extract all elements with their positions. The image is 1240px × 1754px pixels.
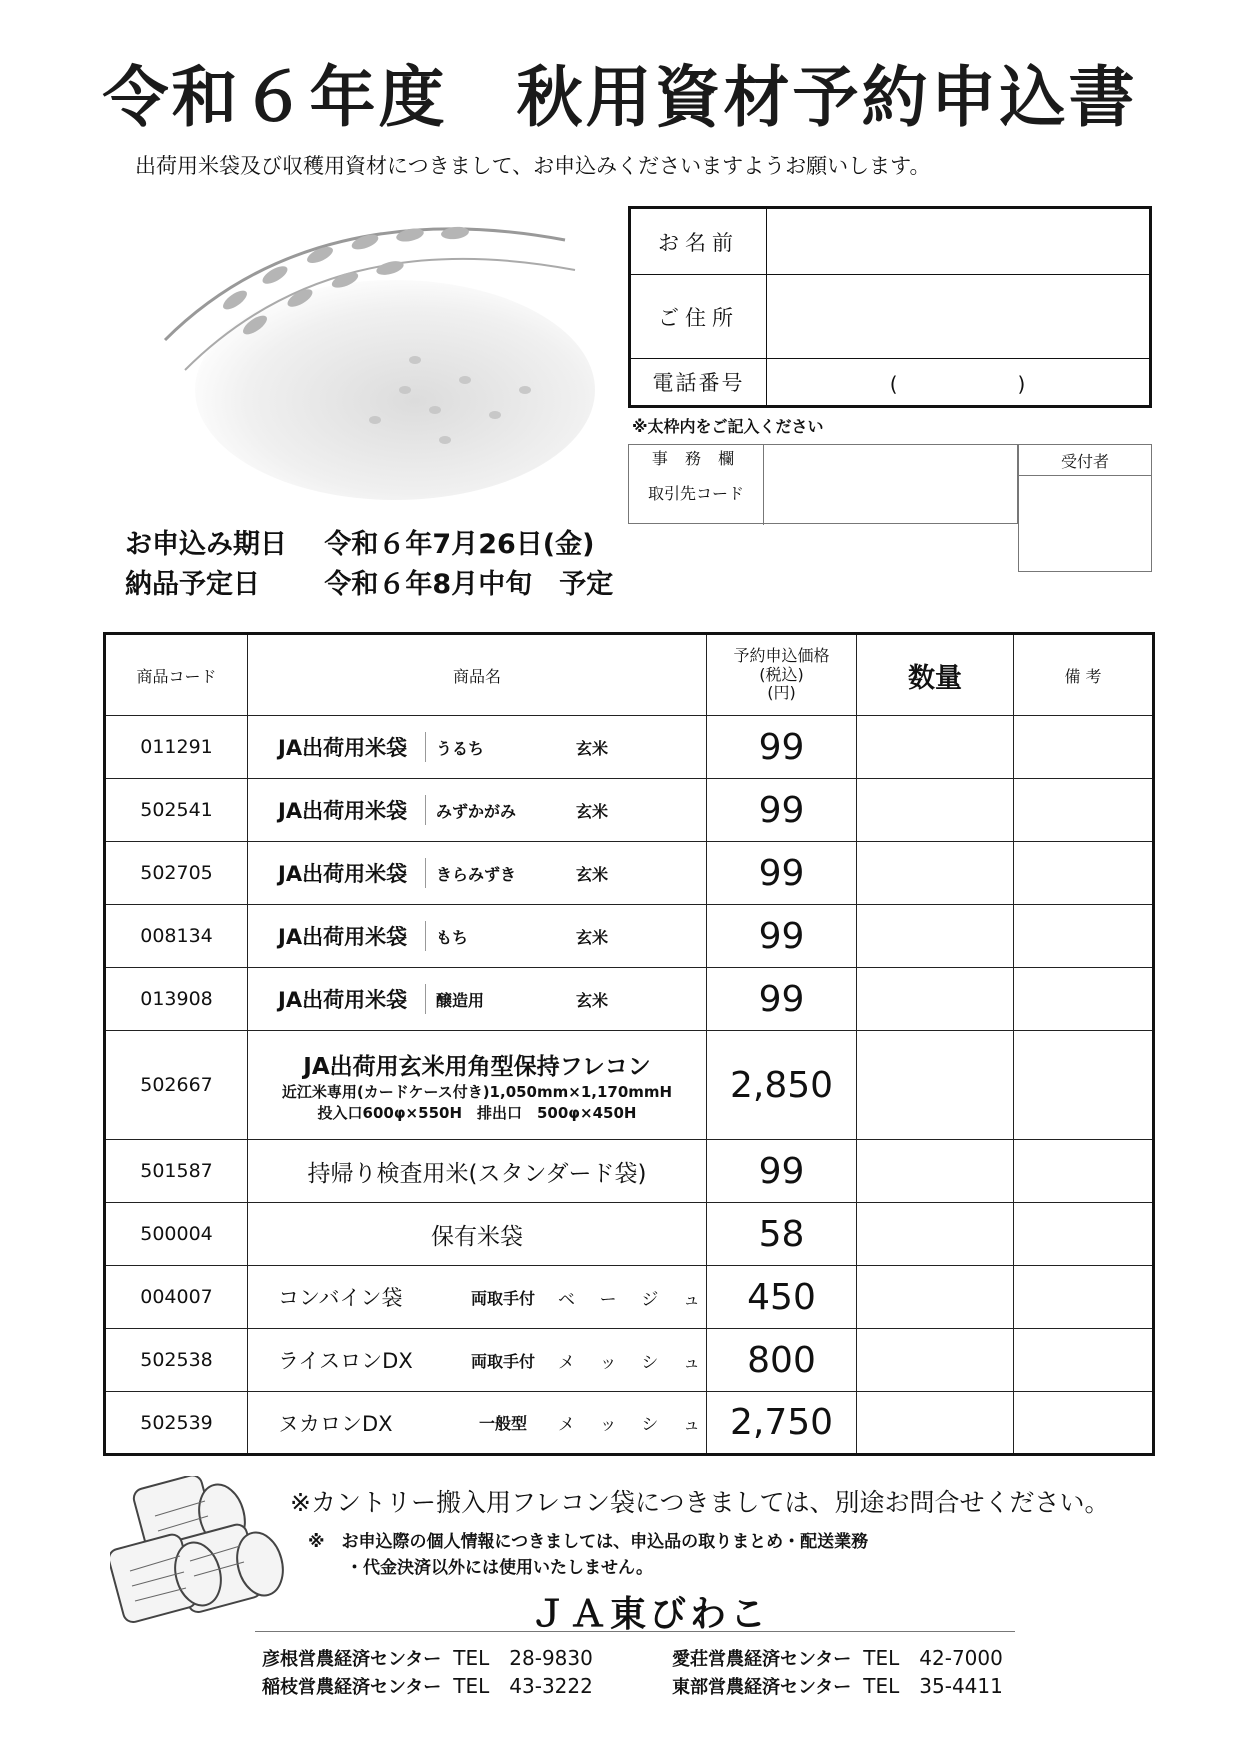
intro-text: 出荷用米袋及び収穫用資材につきまして、お申込みくださいますようお願いします。 [135, 154, 931, 178]
product-price: 99 [707, 1140, 857, 1203]
quantity-field[interactable] [857, 1203, 1014, 1266]
product-price: 99 [707, 716, 857, 779]
remarks-field[interactable] [1014, 1266, 1154, 1329]
delivery-label: 納品予定日 [125, 569, 260, 600]
client-code-field[interactable] [764, 473, 1017, 525]
product-name: JA出荷用米袋 [248, 858, 426, 888]
product-code: 011291 [105, 716, 248, 779]
product-name-cell [248, 1266, 707, 1329]
product-code: 502667 [105, 1031, 248, 1140]
deadline-label: お申込み期日 [125, 529, 287, 560]
product-name-cell [248, 1031, 707, 1140]
name-field[interactable] [766, 209, 1149, 274]
address-label: ご住所 [631, 275, 767, 358]
product-code: 502538 [105, 1329, 248, 1392]
receiver-label: 受付者 [1019, 445, 1151, 476]
product-code: 004007 [105, 1266, 248, 1329]
product-name-cell [248, 1392, 707, 1455]
rice-illustration [145, 200, 595, 500]
product-code: 013908 [105, 968, 248, 1031]
page-title: 令和６年度 秋用資材予約申込書 [102, 59, 1138, 136]
product-grain: 玄米 [576, 927, 609, 947]
product-price: 99 [707, 779, 857, 842]
product-name-cell [248, 779, 707, 842]
quantity-field[interactable] [857, 1392, 1014, 1455]
product-color: メ ッ シ ュ [558, 1352, 700, 1373]
quantity-field[interactable] [857, 968, 1014, 1031]
remarks-field[interactable] [1014, 968, 1154, 1031]
quantity-field[interactable] [857, 905, 1014, 968]
table-row [105, 1329, 1154, 1392]
brand-logo: ＪＡ東びわこ [530, 1594, 771, 1635]
table-row [105, 1140, 1154, 1203]
privacy-note-2: ・代金決済以外には使用いたしません。 [346, 1558, 654, 1578]
header-qty: 数量 [857, 634, 1014, 716]
product-price: 99 [707, 968, 857, 1031]
table-row [105, 1392, 1154, 1455]
header-price: 予約申込価格 (税込) (円) [707, 634, 857, 716]
remarks-field[interactable] [1014, 1203, 1154, 1266]
remarks-field[interactable] [1014, 779, 1154, 842]
product-name: 保有米袋 [248, 1203, 707, 1266]
phone-number: TEL 28-9830 [453, 1646, 593, 1670]
phone-number: TEL 42-7000 [863, 1646, 1003, 1670]
remarks-field[interactable] [1014, 1031, 1154, 1140]
table-row [105, 842, 1154, 905]
quantity-field[interactable] [857, 716, 1014, 779]
product-grain: 玄米 [576, 801, 609, 821]
product-price: 99 [707, 842, 857, 905]
product-spec: 近江米専用(カードケース付き)1,050mm×1,170mmH [281, 1082, 673, 1101]
quantity-field[interactable] [857, 1329, 1014, 1392]
product-name: ヌカロンDX [278, 1411, 393, 1436]
office-use-box [628, 444, 1018, 524]
phone-label: 電話番号 [631, 359, 767, 405]
office-label: 事 務 欄 [629, 445, 764, 473]
product-color: メ ッ シ ュ [558, 1415, 700, 1435]
product-name: JA出荷用米袋 [248, 732, 426, 762]
customer-info-box [628, 206, 1152, 408]
phone-field[interactable]: ( ) [889, 371, 1026, 396]
product-name: JA出荷用米袋 [248, 984, 426, 1014]
phone-number: TEL 35-4411 [863, 1674, 1003, 1698]
header-code: 商品コード [105, 634, 248, 716]
product-name-cell [248, 842, 707, 905]
header-name: 商品名 [248, 634, 707, 716]
phone-number: TEL 43-3222 [453, 1674, 593, 1698]
quantity-field[interactable] [857, 1266, 1014, 1329]
delivery-value: 令和６年8月中旬 予定 [324, 569, 614, 600]
table-row [105, 716, 1154, 779]
quantity-field[interactable] [857, 1031, 1014, 1140]
product-price: 99 [707, 905, 857, 968]
country-note: ※カントリー搬入用フレコン袋につきましては、別途お問合せください。 [290, 1488, 1110, 1517]
product-variety: うるち [436, 738, 485, 758]
product-variety: もち [436, 927, 469, 947]
remarks-field[interactable] [1014, 1140, 1154, 1203]
table-row [105, 905, 1154, 968]
client-code-label: 取引先コード [629, 473, 764, 525]
product-code: 502705 [105, 842, 248, 905]
product-name-cell [248, 905, 707, 968]
product-handle: 両取手付 [470, 1351, 535, 1371]
footer-divider [255, 1631, 1015, 1632]
address-row [631, 275, 1149, 359]
remarks-field[interactable] [1014, 905, 1154, 968]
header-remarks: 備 考 [1014, 634, 1154, 716]
deadline-line [125, 522, 594, 561]
product-code: 502539 [105, 1392, 248, 1455]
product-name: JA出荷用米袋 [248, 795, 426, 825]
product-variety: 醸造用 [436, 990, 485, 1010]
product-variety: みずかがみ [436, 801, 517, 821]
quantity-field[interactable] [857, 779, 1014, 842]
product-price: 58 [707, 1203, 857, 1266]
center-aisho: 愛荘営農経済センター TEL 42-7000 [672, 1642, 1003, 1671]
quantity-field[interactable] [857, 842, 1014, 905]
center-inae: 稲枝営農経済センター TEL 43-3222 [262, 1670, 593, 1699]
product-grain: 玄米 [576, 864, 609, 884]
table-row [105, 1031, 1154, 1140]
rice-bags-illustration [110, 1476, 290, 1626]
product-table [103, 632, 1155, 1456]
remarks-field[interactable] [1014, 716, 1154, 779]
product-name: JA出荷用米袋 [248, 921, 426, 951]
table-row [105, 1203, 1154, 1266]
product-price: 2,850 [707, 1031, 857, 1140]
product-name-cell [248, 716, 707, 779]
product-handle: 一般型 [478, 1414, 527, 1433]
table-row [105, 968, 1154, 1031]
remarks-field[interactable] [1014, 1392, 1154, 1455]
table-header-row [105, 634, 1154, 716]
address-field[interactable] [766, 275, 1149, 358]
receiver-field[interactable] [1019, 475, 1151, 571]
privacy-note-1: ※ お申込際の個人情報につきましては、申込品の取りまとめ・配送業務 [308, 1532, 869, 1552]
product-name-cell [248, 1329, 707, 1392]
remarks-field[interactable] [1014, 842, 1154, 905]
product-code: 502541 [105, 779, 248, 842]
product-price: 2,750 [707, 1392, 857, 1455]
product-name-cell [248, 968, 707, 1031]
center-tobu: 東部営農経済センター TEL 35-4411 [672, 1670, 1003, 1699]
table-row [105, 1266, 1154, 1329]
table-row [105, 779, 1154, 842]
phone-row [631, 359, 1149, 405]
product-grain: 玄米 [576, 990, 609, 1010]
form-note: ※太枠内をご記入ください [632, 417, 824, 436]
product-name: JA出荷用玄米用角型保持フレコン [303, 1053, 651, 1080]
product-grain: 玄米 [576, 738, 609, 758]
product-handle: 両取手付 [470, 1288, 535, 1308]
product-code: 500004 [105, 1203, 248, 1266]
product-variety: きらみずき [436, 864, 517, 884]
name-label: お名前 [631, 209, 767, 274]
deadline-value: 令和６年7月26日(金) [324, 529, 595, 560]
product-spec: 投入口600φ×550H 排出口 500φ×450H [317, 1103, 637, 1122]
name-row [631, 209, 1149, 275]
center-hikone: 彦根営農経済センター TEL 28-9830 [262, 1642, 593, 1671]
product-code: 008134 [105, 905, 248, 968]
product-name: コンバイン袋 [278, 1286, 403, 1310]
remarks-field[interactable] [1014, 1329, 1154, 1392]
receiver-box [1018, 444, 1152, 572]
quantity-field[interactable] [857, 1140, 1014, 1203]
product-price: 800 [707, 1329, 857, 1392]
product-name: 持帰り検査用米(スタンダード袋) [248, 1140, 707, 1203]
product-code: 501587 [105, 1140, 248, 1203]
product-name: ライスロンDX [278, 1349, 413, 1373]
delivery-line [125, 562, 613, 601]
product-price: 450 [707, 1266, 857, 1329]
product-color: ベ ー ジ ュ [558, 1289, 700, 1310]
